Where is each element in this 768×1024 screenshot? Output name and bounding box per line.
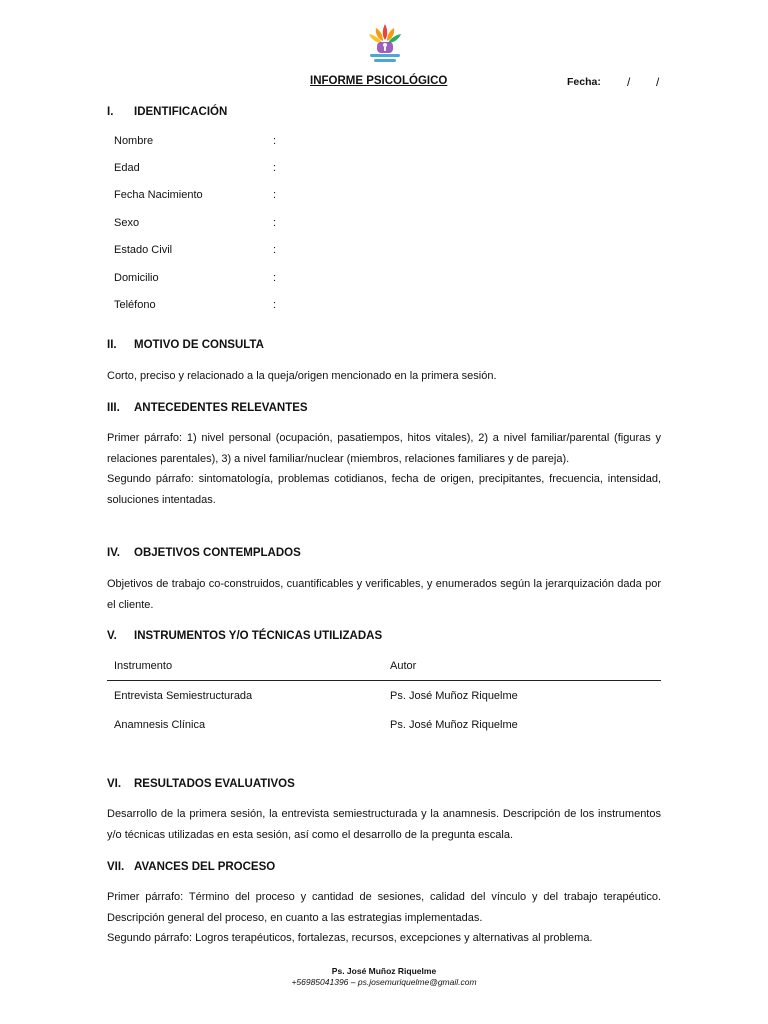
field-label-edad: Edad bbox=[114, 162, 140, 174]
resultados-paragraph bbox=[107, 804, 661, 845]
paragraph-text: Primer párrafo: 1) nivel personal (ocupación, pasatiempos, hitos vitales), 2) a nivel familiar/parental (figuras y relaciones parentales), 3) a nivel familiar/nuclear (miembros, relaciones familiares y de pareja). bbox=[107, 432, 661, 465]
field-label-sexo: Sexo bbox=[114, 217, 140, 229]
table-header-row bbox=[107, 660, 661, 681]
table-row bbox=[107, 690, 661, 719]
date-separator: / bbox=[627, 75, 631, 89]
footer-name: Ps. José Muñoz Riquelme bbox=[331, 966, 437, 976]
section-title: IDENTIFICACIÓN bbox=[134, 106, 228, 118]
section-title: ANTECEDENTES RELEVANTES bbox=[134, 402, 308, 414]
section-title: INSTRUMENTOS Y/O TÉCNICAS UTILIZADAS bbox=[134, 630, 383, 642]
instrumentos-table bbox=[107, 660, 661, 738]
section-title: OBJETIVOS CONTEMPLADOS bbox=[134, 547, 301, 559]
motivo-paragraph bbox=[107, 366, 661, 387]
paragraph-text: Primer párrafo: Término del proceso y cantidad de sesiones, calidad del vínculo y del trabajo terapéutico. Descripción general del proceso, en cuanto a las estrategias implementadas. bbox=[107, 891, 661, 924]
table-cell: Anamnesis Clínica bbox=[114, 718, 206, 731]
section-title: AVANCES DEL PROCESO bbox=[134, 861, 276, 873]
avances-paragraphs bbox=[107, 887, 661, 949]
field-label-nombre: Nombre bbox=[114, 135, 154, 147]
section-number: IV. bbox=[107, 547, 121, 559]
paragraph-text: Segundo párrafo: sintomatología, problemas cotidianos, fecha de origen, precipitantes, frecuencia, intensidad, soluciones intentadas. bbox=[107, 473, 661, 506]
field-colon: : bbox=[273, 272, 277, 284]
section-title: RESULTADOS EVALUATIVOS bbox=[134, 778, 295, 790]
field-colon: : bbox=[273, 244, 277, 256]
field-colon: : bbox=[273, 135, 277, 147]
table-row bbox=[107, 719, 661, 748]
objetivos-paragraph bbox=[107, 574, 661, 615]
field-colon: : bbox=[273, 189, 277, 201]
section-number: III. bbox=[107, 402, 120, 414]
paragraph-text: Objetivos de trabajo co-construidos, cuantificables y verificables, y enumerados según la jerarquización dada por el cliente. bbox=[107, 578, 661, 611]
section-number: I. bbox=[107, 106, 114, 118]
field-colon: : bbox=[273, 162, 277, 174]
field-colon: : bbox=[273, 217, 277, 229]
table-header-instrumento: Instrumento bbox=[114, 660, 173, 672]
date-separator: / bbox=[656, 75, 660, 89]
table-header-autor: Autor bbox=[390, 660, 417, 672]
table-cell: Ps. José Muñoz Riquelme bbox=[390, 690, 518, 702]
date-label: Fecha: bbox=[567, 76, 601, 88]
field-colon: : bbox=[273, 299, 277, 311]
field-label-telefono: Teléfono bbox=[114, 299, 156, 311]
field-label-fecha-nacimiento: Fecha Nacimiento bbox=[114, 189, 203, 201]
table-cell: Ps. José Muñoz Riquelme bbox=[390, 718, 518, 731]
footer-contact: +56985041396 – ps.josemuriquelme@gmail.com bbox=[291, 977, 477, 987]
field-label-estado-civil: Estado Civil bbox=[114, 244, 173, 256]
section-number: II. bbox=[107, 339, 117, 351]
document-title: INFORME PSICOLÓGICO bbox=[310, 75, 448, 87]
antecedentes-paragraphs bbox=[107, 428, 661, 510]
paragraph-text: Corto, preciso y relacionado a la queja/origen mencionado en la primera sesión. bbox=[107, 370, 497, 382]
section-number: VII. bbox=[107, 861, 125, 873]
section-number: V. bbox=[107, 630, 117, 642]
paragraph-text: Desarrollo de la primera sesión, la entrevista semiestructurada y la anamnesis. Descripción de los instrumentos y/o técnicas utilizadas en esta sesión, así como el desarrollo de la pregunta escala. bbox=[107, 808, 661, 841]
paragraph-text: Segundo párrafo: Logros terapéuticos, fortalezas, recursos, excepciones y alternativas al problema. bbox=[107, 932, 593, 944]
field-label-domicilio: Domicilio bbox=[114, 272, 159, 284]
table-cell: Entrevista Semiestructurada bbox=[114, 690, 253, 702]
logo-lotus-icon bbox=[365, 22, 405, 64]
section-number: VI. bbox=[107, 778, 122, 790]
section-title: MOTIVO DE CONSULTA bbox=[134, 339, 264, 351]
